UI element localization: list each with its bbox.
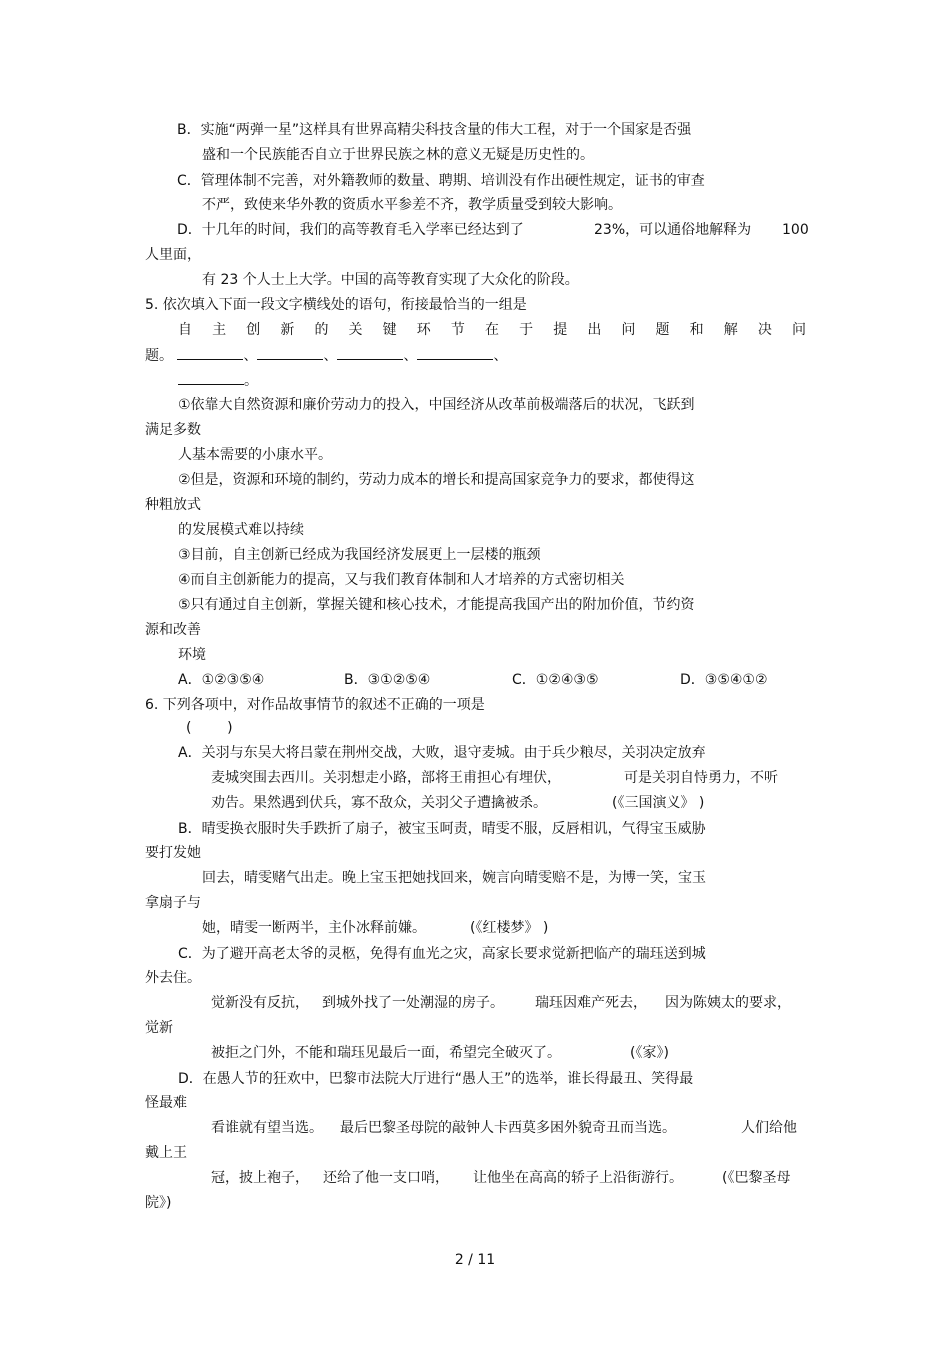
q4-option-d-line1: D．十几年的时间，我们的高等教育毛入学率已经达到了 xyxy=(177,222,524,238)
passage-char: 自 xyxy=(178,322,192,338)
q5-sentence-5b: 源和改善 xyxy=(145,622,201,638)
q5-sentence-1b: 满足多数 xyxy=(145,422,201,438)
q6-option-d-line2b: 最后巴黎圣母院的敲钟人卡西莫多困外貌奇丑而当选。 xyxy=(340,1120,676,1136)
passage-char: 解 xyxy=(723,322,738,338)
q6-option-c-line2e: 觉新 xyxy=(145,1020,173,1036)
passage-char: 在 xyxy=(484,322,499,338)
q6-option-a-line3: 劝告。果然遇到伏兵，寡不敌众，关羽父子遭擒被杀。 xyxy=(211,795,547,811)
q6-option-c-line2c: 瑞珏因难产死去， xyxy=(535,995,647,1011)
q6-option-d-line1b: 怪最难 xyxy=(145,1095,187,1111)
passage-char: 关 xyxy=(348,322,363,338)
q5-sentence-5c: 环境 xyxy=(178,647,206,663)
q5-options xyxy=(0,670,950,690)
q6-option-b-source: (《红楼梦》 ) xyxy=(470,920,549,936)
q6-stem: 6. 下列各项中，对作品故事情节的叙述不正确的一项是 xyxy=(145,697,485,713)
q5-sentence-2c: 的发展模式难以持续 xyxy=(178,522,304,538)
q6-option-c-line3: 被拒之门外，不能和瑞珏见最后一面，希望完全破灭了。 xyxy=(211,1045,561,1061)
q6-option-c-line1b: 外去住。 xyxy=(145,970,201,986)
q6-option-d-line2d: 戴上王 xyxy=(145,1145,187,1161)
q5-sentence-1a: ①依靠大自然资源和廉价劳动力的投入，中国经济从改革前极端落后的状况，飞跃到 xyxy=(178,397,695,413)
q6-option-d-line2c: 人们给他 xyxy=(741,1120,797,1136)
passage-char: 和 xyxy=(689,322,704,338)
q6-option-b-line3: 她，晴雯一断两半，主仆冰释前嫌。 xyxy=(202,920,426,936)
q5-sentence-2b: 种粗放式 xyxy=(145,497,201,513)
q5-option-a[interactable]: A．①②③⑤④ xyxy=(178,672,265,688)
passage-char: 创 xyxy=(246,322,261,338)
q6-option-d-line2: 看谁就有望当选。 xyxy=(211,1120,323,1136)
q5-option-b[interactable]: B．③①②⑤④ xyxy=(344,672,431,688)
passage-char: 题 xyxy=(655,322,670,338)
q4-option-d-line3: 有 23 个人士上大学。中国的高等教育实现了大众化的阶段。 xyxy=(202,272,579,288)
answer-blank-1[interactable] xyxy=(177,345,243,360)
q5-sentence-1c: 人基本需要的小康水平。 xyxy=(178,447,332,463)
passage-char: 问 xyxy=(621,322,636,338)
q6-option-d-line3b: 还给了他一支口哨， xyxy=(323,1170,449,1186)
q6-option-a-line1: A．关羽与东吴大将吕蒙在荆州交战，大败，退守麦城。由于兵少粮尽，关羽决定放弃 xyxy=(178,745,706,761)
q6-option-c-source: (《家》) xyxy=(630,1045,669,1061)
q4-option-c-line2: 不严，致使来华外教的资质水平参差不齐，教学质量受到较大影响。 xyxy=(202,197,622,213)
passage-char: 主 xyxy=(212,322,227,338)
passage-char: 节 xyxy=(450,322,465,338)
q4-option-c-line1: C．管理体制不完善，对外籍教师的数量、聘期、培训没有作出硬性规定，证书的审查 xyxy=(177,173,705,189)
answer-blank-5[interactable] xyxy=(178,370,244,385)
q6-option-b-line2b: 拿扇子与 xyxy=(145,895,201,911)
q6-option-c-line2: 觉新没有反抗， xyxy=(211,995,309,1011)
q5-sentence-5a: ⑤只有通过自主创新，掌握关键和核心技术，才能提高我国产出的附加价值，节约资 xyxy=(178,597,695,613)
q6-option-c-line2b: 到城外找了一处潮湿的房子。 xyxy=(322,995,504,1011)
q5-stem: 5. 依次填入下面一段文字横线处的语句，衔接最恰当的一组是 xyxy=(145,297,527,313)
passage-char: 出 xyxy=(587,322,602,338)
q5-option-d[interactable]: D．③⑤④①② xyxy=(680,672,768,688)
q6-option-c-line2d: 因为陈姨太的要求， xyxy=(665,995,791,1011)
answer-blank-2[interactable] xyxy=(257,345,323,360)
answer-blank-4[interactable] xyxy=(417,345,493,360)
q6-option-b-line1: B．晴雯换衣服时失手跌折了扇子，被宝玉呵责，晴雯不服，反唇相讥，气得宝玉威胁 xyxy=(178,821,706,837)
q4-option-b-line1: B．实施“两弹一星”这样具有世界高精尖科技含量的伟大工程，对于一个国家是否强 xyxy=(177,122,692,138)
q6-option-b-line1b: 要打发她 xyxy=(145,845,201,861)
q5-sentence-4: ④而自主创新能力的提高，又与我们教育体制和人才培养的方式密切相关 xyxy=(178,572,625,588)
page-number: 2 / 11 xyxy=(454,1252,496,1268)
q6-option-b-line2: 回去，晴雯赌气出走。晚上宝玉把她找回来，婉言向晴雯赔不是，为博一笑，宝玉 xyxy=(202,870,706,886)
q6-option-d-line3: 冠，披上袍子， xyxy=(211,1170,309,1186)
q6-option-d-line3d: (《巴黎圣母 xyxy=(722,1170,791,1186)
q5-sentence-2a: ②但是，资源和环境的制约，劳动力成本的增长和提高国家竞争力的要求，都使得这 xyxy=(178,472,695,488)
passage-char: 决 xyxy=(757,322,772,338)
q6-option-a-line2: 麦城突围去西川。关羽想走小路，部将王甫担心有埋伏， xyxy=(211,770,561,786)
q6-option-d-line3c: 让他坐在高高的轿子上沿街游行。 xyxy=(473,1170,683,1186)
q4-option-d-percent: 23%，可以通俗地解释为 xyxy=(594,222,752,238)
passage-char: 于 xyxy=(519,322,534,338)
q6-option-a-source: (《三国演义》 ) xyxy=(612,795,705,811)
passage-char: 提 xyxy=(553,322,568,338)
passage-char: 的 xyxy=(314,322,329,338)
q6-option-d-line3e: 院》) xyxy=(145,1195,172,1211)
q4-option-b-line2: 盛和一个民族能否自立于世界民族之林的意义无疑是历史性的。 xyxy=(202,147,594,163)
q5-passage-line2: 题。 、 、 、 、 xyxy=(145,345,507,366)
q4-option-d-number: 100 xyxy=(782,222,809,238)
q6-option-c-line1: C．为了避开高老太爷的灵柩，免得有血光之灾，高家长要求觉新把临产的瑞珏送到城 xyxy=(178,946,706,962)
answer-blank-3[interactable] xyxy=(337,345,403,360)
q5-passage-line3: 。 xyxy=(178,370,258,391)
passage-char: 问 xyxy=(791,322,806,338)
q6-answer-paren[interactable]: ( ) xyxy=(186,720,233,736)
passage-char: 环 xyxy=(416,322,431,338)
passage-char: 键 xyxy=(382,322,397,338)
q5-option-c[interactable]: C．①②④③⑤ xyxy=(512,672,599,688)
q5-passage-line1 xyxy=(178,320,806,340)
q5-sentence-3: ③目前，自主创新已经成为我国经济发展更上一层楼的瓶颈 xyxy=(178,547,541,563)
q4-option-d-line2: 人里面， xyxy=(145,247,201,263)
q6-option-a-line2b: 可是关羽自恃勇力，不听 xyxy=(624,770,778,786)
q6-option-d-line1: D．在愚人节的狂欢中，巴黎市法院大厅进行“愚人王”的选举，谁长得最丑、笑得最 xyxy=(178,1071,694,1087)
passage-char: 新 xyxy=(280,322,295,338)
